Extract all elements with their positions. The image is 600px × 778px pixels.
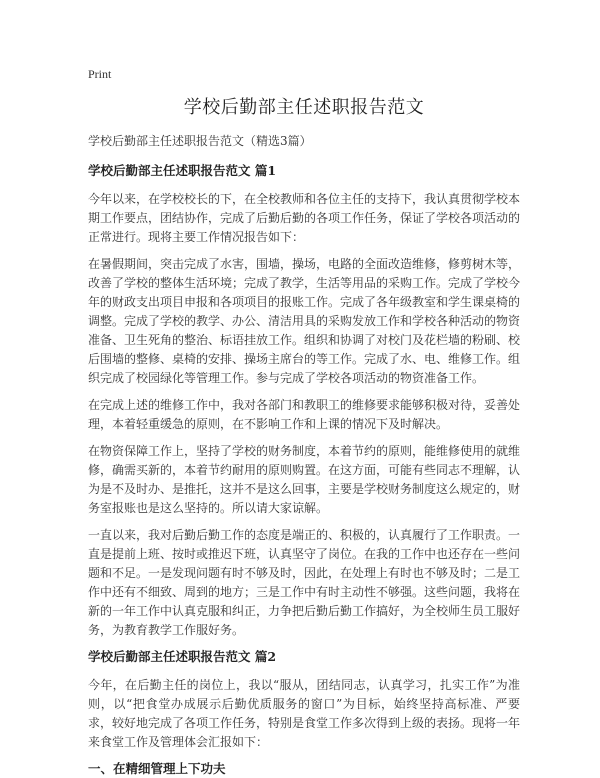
section-1-paragraph: 在暑假期间，突击完成了水害，围墙，操场，电路的全面改造维修，修剪树木等，改善了学校的整体生活环境；完成了教学，生活等用品的采购工作。完成了学校今年的财政支出项目申报和各项项目的报账工作。完成了各年级教室和学生课桌椅的调整。完成了学校的教学、办公、清洁用具的采购发放工作和学校各种活动的物资准备、卫生死角的整治、标语挂放工作。组织和协调了对校门及花栏墙的粉刷、校后围墙的整修、桌椅的安排、操场主席台的等工作。完成了水、电、维修工作。组织完成了校园绿化等管理工作。参与完成了学校各项活动的物资准备工作。 — [88, 257, 521, 385]
section-1-paragraph: 在完成上述的维修工作中，我对各部门和教职工的维修要求能够积极对待，妥善处理，本着轻重缓急的原则，在不影响工作和上课的情况下及时解决。 — [88, 398, 521, 431]
section-1-paragraph: 今年以来，在学校校长的下，在全校教师和各位主任的支持下，我认真贯彻学校本期工作要点，团结协作，完成了后勤后勤的各项工作任务，保证了学校各项活动的正常进行。现将主要工作情况报告如下： — [88, 192, 521, 244]
section-2-heading: 学校后勤部主任述职报告范文 篇2 — [88, 649, 277, 664]
section-1-heading: 学校后勤部主任述职报告范文 篇1 — [88, 163, 277, 178]
section-2-paragraph: 今年，在后勤主任的岗位上，我以“服从，团结同志，认真学习，扎实工作”为准则，以“把食堂办成展示后勤优质服务的窗口”为目标，始终坚持高标准、严要求，较好地完成了各项工作任务，特别是食堂工作多次得到上级的表扬。现将一年来食堂工作及管理体会汇报如下： — [88, 678, 521, 749]
document-subtitle: 学校后勤部主任述职报告范文（精选3篇） — [88, 134, 312, 148]
page-title: 学校后勤部主任述职报告范文 — [183, 97, 425, 118]
section-1-paragraph: 在物资保障工作上，坚持了学校的财务制度，本着节约的原则，能维修使用的就维修，确需买新的，本着节约耐用的原则购置。在这方面，可能有些同志不理解，认为是不及时办、是推托，这并不是这么回事，主要是学校财务制度这么规定的，财务室报账也是这么坚持的。所以请大家谅解。 — [88, 444, 521, 515]
document-page — [88, 66, 520, 778]
section-1-paragraph: 一直以来，我对后勤后勤工作的态度是端正的、积极的，认真履行了工作职责。一直是提前上班、按时或推迟下班，认真坚守了岗位。在我的工作中也还存在一些问题和不足。一是发现问题有时不够及时，因此，在处理上有时也不够及时；二是工作中还有不细致、周到的地方；三是工作中有时主动性不够强。这些问题，我将在新的一年工作中认真克服和纠正，力争把后勤后勤工作搞好，为全校师生员工服好务，为教育教学工作服好务。 — [88, 528, 521, 637]
section-2-subheading: 一、在精细管理上下功夫 — [88, 761, 226, 776]
print-label: Print — [88, 67, 112, 81]
